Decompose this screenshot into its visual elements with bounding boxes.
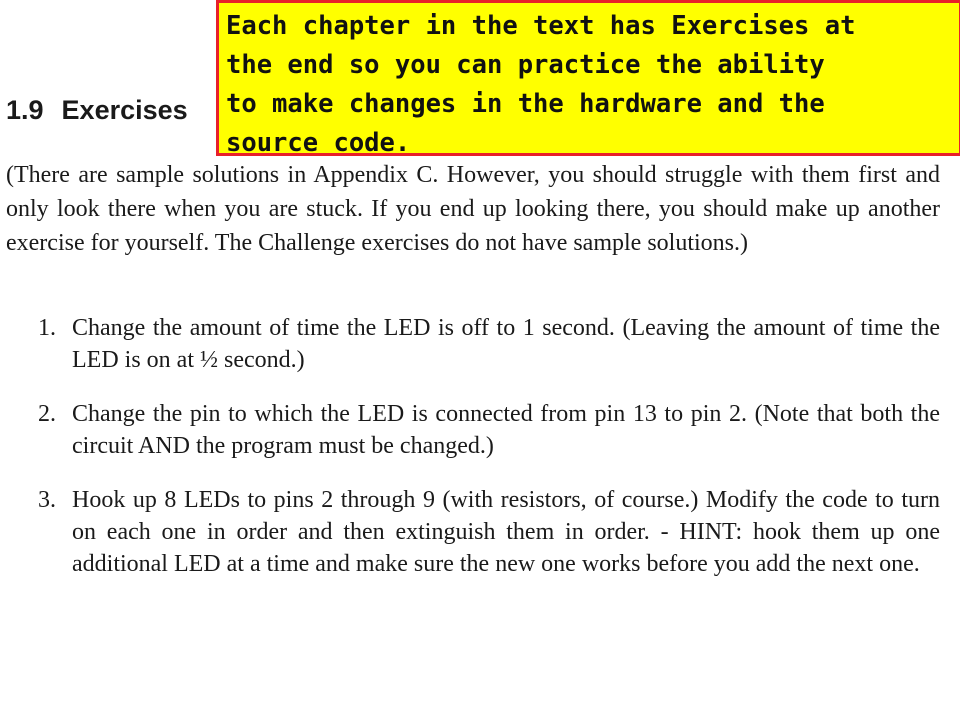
exercise-text: Hook up 8 LEDs to pins 2 through 9 (with resistors, of course.) Modify the code to turn on each one in order and then extinguish them in order. - HINT: hook them up one additional LED at a time and make sure the new one works before you add the next one. (72, 487, 940, 577)
exercise-number: 1. (38, 315, 56, 341)
exercise-item (0, 312, 940, 376)
exercise-number: 3. (38, 487, 56, 513)
exercise-number: 2. (38, 401, 56, 427)
callout-line: source code. (226, 128, 411, 158)
exercise-list (0, 312, 940, 602)
callout-note (216, 0, 960, 156)
callout-line: Each chapter in the text has Exercises at (226, 11, 856, 41)
exercise-item (0, 398, 940, 462)
callout-line: the end so you can practice the ability (226, 50, 825, 80)
section-number: 1.9 (6, 95, 44, 125)
callout-line: to make changes in the hardware and the (226, 89, 825, 119)
exercise-item (0, 484, 940, 580)
exercise-text: Change the pin to which the LED is connected from pin 13 to pin 2. (Note that both the circuit AND the program must be changed.) (72, 401, 940, 459)
exercise-text: Change the amount of time the LED is off to 1 second. (Leaving the amount of time the LED is on at ½ second.) (72, 315, 940, 373)
section-title: Exercises (61, 95, 188, 125)
intro-paragraph: (There are sample solutions in Appendix C. However, you should struggle with them first and only look there when you are stuck. If you end up looking there, you should make up another exercise for yourself. The Challenge exercises do not have sample solutions.) (6, 162, 940, 256)
section-heading (6, 92, 188, 128)
